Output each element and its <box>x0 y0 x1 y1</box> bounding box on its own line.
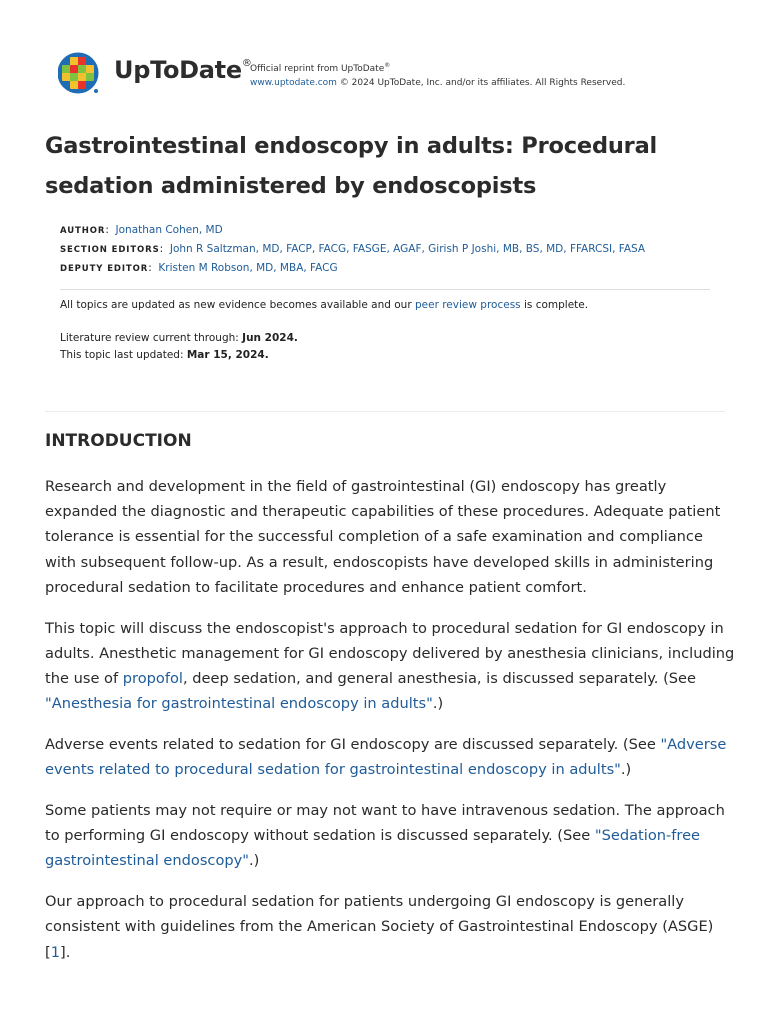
sedation-free-topic-link[interactable]: "Sedation-free gastrointestinal endoscopy" <box>45 827 701 870</box>
section-editors-link[interactable]: John R Saltzman, MD, FACP, FACG, FASGE, AGAF, Girish P Joshi, MB, BS, MD, FFARCSI, FASA <box>169 243 646 255</box>
reference-link[interactable]: 1 <box>50 943 60 961</box>
brand-name: UpToDate® <box>114 56 252 84</box>
propofol-link[interactable]: propofol <box>122 670 183 688</box>
peer-review-link[interactable]: peer review process <box>414 299 521 311</box>
anesthesia-topic-link[interactable]: "Anesthesia for gastrointestinal endoscopy in adults" <box>45 695 433 713</box>
author-label: AUTHOR <box>60 226 106 236</box>
literature-review-date: Literature review current through: Jun 2024. <box>60 332 298 344</box>
author-row: AUTHOR: Jonathan Cohen, MD <box>60 224 223 236</box>
reprint-notice: Official reprint from UpToDate® www.uptodate.com © 2024 UpToDate, Inc. and/or its affiliates. All Rights Reserved. <box>250 62 626 88</box>
section-editors-label: SECTION EDITORS <box>60 245 160 255</box>
paragraph: Our approach to procedural sedation for patients undergoing GI endoscopy is generally consistent with guidelines from the American Society of Gastrointestinal Endoscopy (ASGE) [1]. <box>45 893 714 961</box>
divider <box>45 411 725 412</box>
deputy-editor-link[interactable]: Kristen M Robson, MD, MBA, FACG <box>158 262 338 274</box>
section-heading-introduction: INTRODUCTION <box>45 431 192 451</box>
author-link[interactable]: Jonathan Cohen, MD <box>115 224 223 236</box>
adverse-events-topic-link[interactable]: "Adverse events related to procedural sedation for gastrointestinal endoscopy in adults" <box>45 736 727 779</box>
paragraph: Some patients may not require or may not want to have intravenous sedation. The approach to performing GI endoscopy without sedation is discussed separately. (See "Sedation-free gastrointestinal endoscopy".) <box>45 802 725 870</box>
divider <box>60 289 710 290</box>
paragraph: Adverse events related to sedation for GI endoscopy are discussed separately. (See "Adverse events related to procedural sedation for gastrointestinal endoscopy in adults".) <box>45 736 727 779</box>
update-note: All topics are updated as new evidence becomes available and our peer review process is complete. <box>60 299 589 311</box>
section-editors-row: SECTION EDITORS: John R Saltzman, MD, FACP, FACG, FASGE, AGAF, Girish P Joshi, MB, BS, MD, FFARCSI, FASA <box>60 243 646 255</box>
header <box>58 52 738 96</box>
last-updated-date: This topic last updated: Mar 15, 2024. <box>60 349 269 361</box>
article-body <box>45 474 735 980</box>
deputy-editor-label: DEPUTY EDITOR <box>60 264 149 274</box>
deputy-editor-row: DEPUTY EDITOR: Kristen M Robson, MD, MBA, FACG <box>60 262 338 274</box>
paragraph: Research and development in the field of gastrointestinal (GI) endoscopy has greatly expanded the diagnostic and therapeutic capabilities of these procedures. Adequate patient tolerance is essential for the successful completion of a safe examination and compliance with subsequent follow-up. As a result, endoscopists have developed skills in administering procedural sedation to facilitate procedures and enhance patient comfort. <box>45 478 721 596</box>
credits <box>60 221 645 278</box>
paragraph: This topic will discuss the endoscopist's approach to procedural sedation for GI endoscopy in adults. Anesthetic management for GI endoscopy delivered by anesthesia clinicians, including the use of propofol, deep sedation, and general anesthesia, is discussed separately. (See "Anesthesia for gastrointestinal endoscopy in adults".) <box>45 619 735 713</box>
topic-dates <box>60 330 298 364</box>
page-title: Gastrointestinal endoscopy in adults: Procedural sedation administered by endoscopists <box>45 133 658 199</box>
uptodate-site-link[interactable]: www.uptodate.com <box>250 78 337 88</box>
uptodate-logo-icon <box>58 52 100 94</box>
